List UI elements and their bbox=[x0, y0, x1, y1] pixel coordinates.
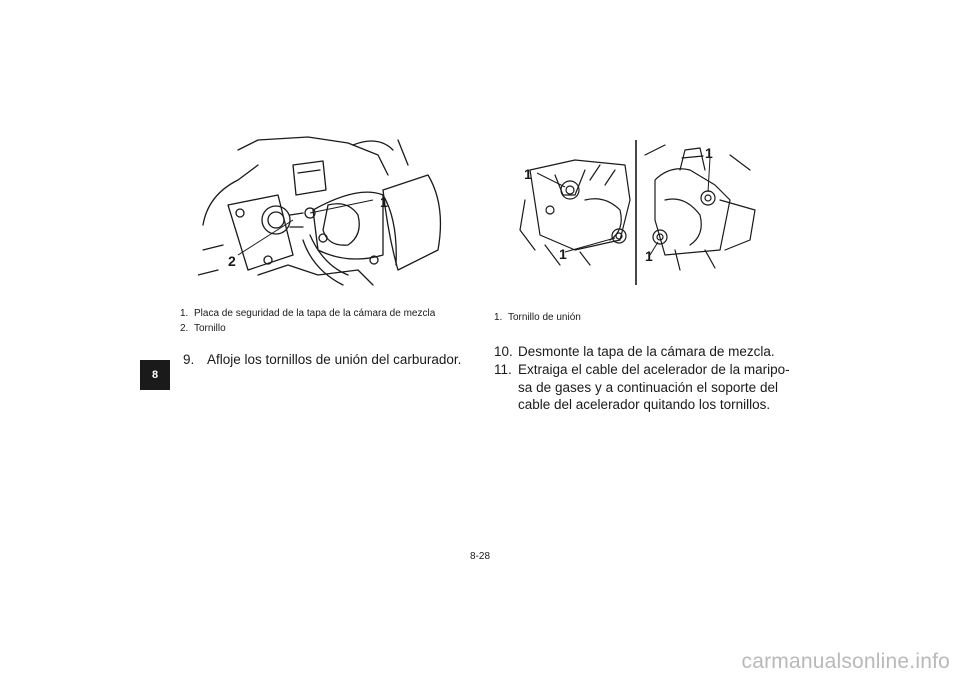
right-callout-1a: 1 bbox=[524, 166, 532, 182]
right-callout-1c: 1 bbox=[705, 145, 713, 161]
right-callout-1b: 1 bbox=[559, 246, 567, 262]
carburator-joint-screws-line-drawing-icon bbox=[515, 140, 760, 285]
right-caption-1: 1. Tornillo de unión bbox=[494, 312, 581, 323]
left-caption-2: 2. Tornillo bbox=[180, 323, 226, 334]
page-number: 8-28 bbox=[469, 551, 490, 562]
step-11-line-3: cable del acelerador quitando los tornillos. bbox=[518, 397, 771, 412]
left-callout-2: 2 bbox=[228, 253, 236, 269]
section-number: 8 bbox=[151, 369, 159, 381]
right-callout-1d: 1 bbox=[645, 248, 653, 264]
watermark: carmanualsonline.info bbox=[741, 650, 950, 673]
section-tab bbox=[140, 360, 170, 390]
step-11-line-2: sa de gases y a continuación el soporte del bbox=[518, 379, 778, 395]
carburator-line-drawing-icon bbox=[198, 135, 448, 300]
left-callout-1: 1 bbox=[380, 194, 388, 210]
step-10: 10. Desmonte la tapa de la cámara de mezcla. bbox=[494, 344, 775, 359]
step-11-line-1: Extraiga el cable del acelerador de la maripo- bbox=[518, 362, 790, 377]
step-9: 9. Afloje los tornillos de unión del carburador. bbox=[183, 352, 462, 367]
step-11 bbox=[518, 361, 790, 414]
step-11-number: 11. bbox=[494, 362, 512, 377]
left-caption-1: 1. Placa de seguridad de la tapa de la cámara de mezcla bbox=[180, 308, 436, 319]
